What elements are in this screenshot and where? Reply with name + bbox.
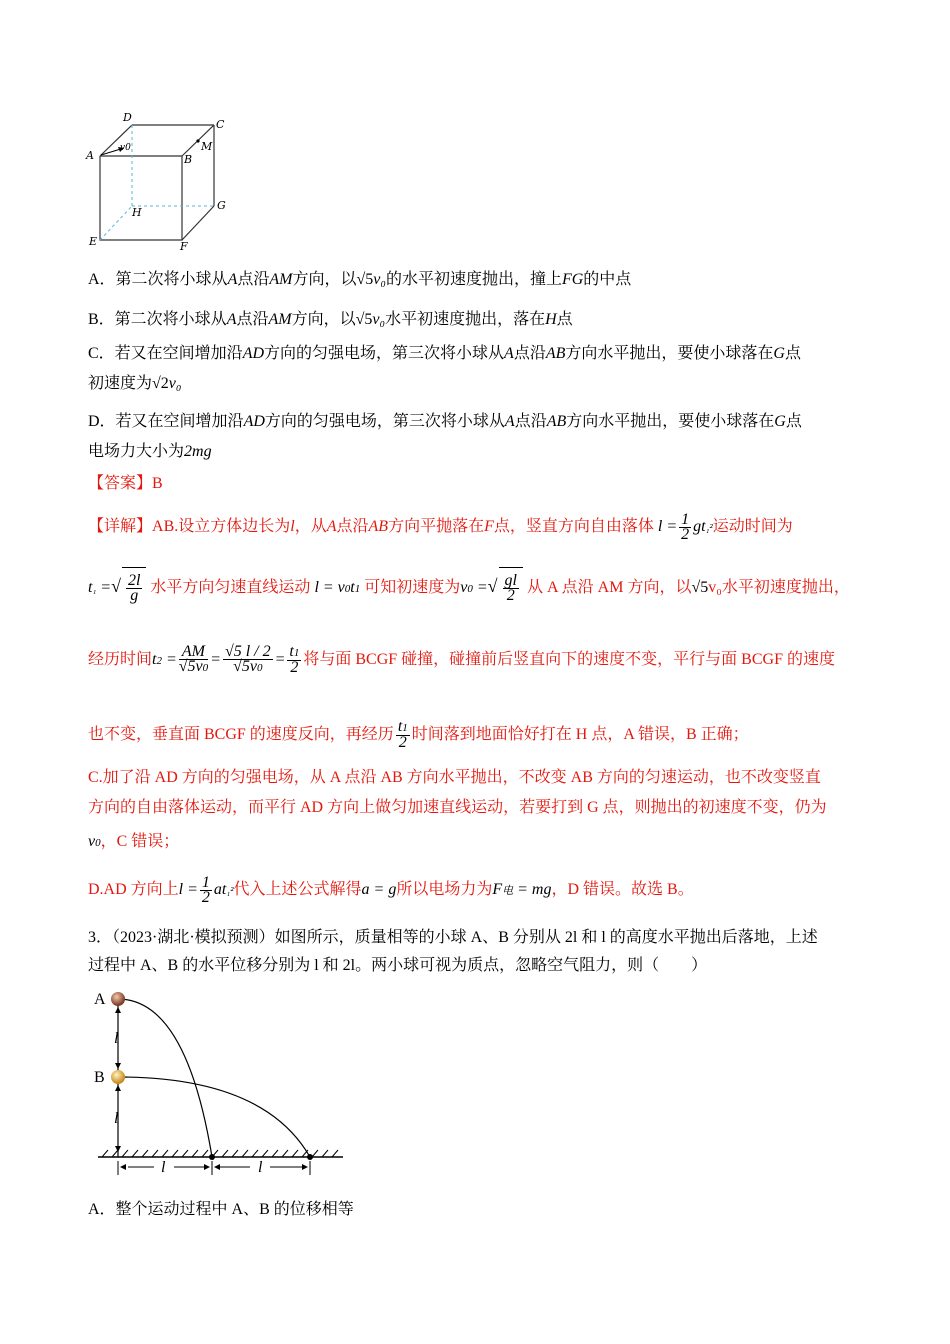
detail-line4: 也不变，垂直面 BCGF 的速度反向，再经历 $\frac{t1}{2}$ 时间落到地面恰好打在 H 点，A 错误，B 正确； [88,718,749,752]
formula-t1: t₁ =√ $\frac{2l}{g}$ [88,579,146,596]
label-H: H [132,206,142,219]
formula-f-mg: F电 = mg [492,881,552,898]
label-E: E [89,235,98,248]
label-D: D [123,111,132,124]
label-l-left: l [161,1159,166,1176]
formula-l-half-at2: l = $\frac{1}{2}$ at₁² [178,873,234,906]
label-G: G [217,199,226,212]
projectile-figure [88,985,348,1180]
label-a: A [94,991,106,1008]
ball-a [111,992,125,1006]
label-v0: v0 [120,143,131,153]
option-b: B．第二次将小球从A点沿AM方向，以√5v₀水平初速度抛出，落在H点 [88,311,573,328]
detail-line1: 【详解】AB.设立方体边长为l，从A点沿AB方向平抛落在F点，竖直方向自由落体 l = $\frac{1}{2}$ gt₁²运动时间为 [88,510,793,543]
label-l-right: l [258,1159,263,1176]
detail-line7: v0，C 错误； [88,833,180,850]
option-c-line1: C．若又在空间增加沿AD方向的匀强电场，第三次将小球从A点沿AB方向水平抛出，要使小球落在G点 [88,345,801,362]
cube-figure [80,108,240,253]
v0-symbol: v0 [88,833,101,850]
frac-t1-2: $\frac{t1}{2}$ [397,718,408,752]
q3-option-a: A．整个运动过程中 A、B 的位移相等 [88,1201,354,1218]
label-B: B [184,153,193,166]
label-b: B [94,1069,105,1086]
detail-line6: 方向的自由落体运动，而平行 AD 方向上做匀加速直线运动，若要打到 G 点，则抛出的初速度不变，仍为 [88,799,827,816]
formula-a-g: a = g [361,881,397,898]
formula-t2: t2 = $\frac{AM}{√5v0}$ = $\frac{√5 l / 2}{√5v0}$ = $\frac{t1}{2}$ [152,643,300,677]
detail-tag: 【详解】 [88,518,153,535]
label-M: M [201,140,213,153]
q3-stem-line2: 过程中 A、B 的水平位移分别为 l 和 2l。两小球可视为质点，忽略空气阻力，则（ ） [88,957,708,974]
label-F: F [180,240,188,253]
option-a: A．第二次将小球从A点沿AM方向，以√5v₀的水平初速度抛出，撞上FG的中点 [88,271,632,288]
ball-b [111,1070,125,1084]
label-C: C [216,118,225,131]
option-d-line1: D．若又在空间增加沿AD方向的匀强电场，第三次将小球从A点沿AB方向水平抛出，要使小球落在G点 [88,413,802,430]
detail-line8: D.AD 方向上l = $\frac{1}{2}$ at₁²代入上述公式解得a = g所以电场力为F电 = mg，D 错误。故选 B。 [88,873,694,906]
label-l-top: l [114,1030,119,1047]
formula-l-v0t1: l = v0t1 [314,579,361,596]
sqrt5-mark: √5 [691,579,709,596]
label-A: A [86,149,94,162]
formula-l-half-gt2: l = $\frac{1}{2}$ gt₁² [653,510,713,543]
sqrt5: √5 [356,271,374,288]
detail-line5: C.加了沿 AD 方向的匀强电场，从 A 点沿 AB 方向水平抛出，不改变 AB 方向的匀速运动，也不改变竖直 [88,769,821,786]
answer: 【答案】B [88,475,163,492]
q3-stem-line1: 3．（2023·湖北·模拟预测）如图所示，质量相等的小球 A、B 分别从 2l 和 l 的高度水平抛出后落地，上述 [88,929,818,946]
formula-v0: v0 =√ $\frac{gl}{2}$ [460,579,523,596]
label-l-mid: l [114,1110,119,1127]
option-d-line2: 电场力大小为2mg [88,443,212,460]
option-c-line2: 初速度为√2v₀ [88,375,182,392]
detail-line3: 经历时间t2 = $\frac{AM}{√5v0}$ = $\frac{√5 l / 2}{√5v0}$ = $\frac{t1}{2}$ 将与面 BCGF 碰撞，碰撞前后竖直向下的速度不变，平行与面 BCGF 的速度 [88,643,835,677]
detail-line2: t₁ =√ $\frac{2l}{g}$ 水平方向匀速直线运动 l = v0t1 可知初速度为v0 =√ $\frac{gl}{2}$ 从 A 点沿 AM 方向，以√5v₀水平初速度抛出， [88,566,850,609]
